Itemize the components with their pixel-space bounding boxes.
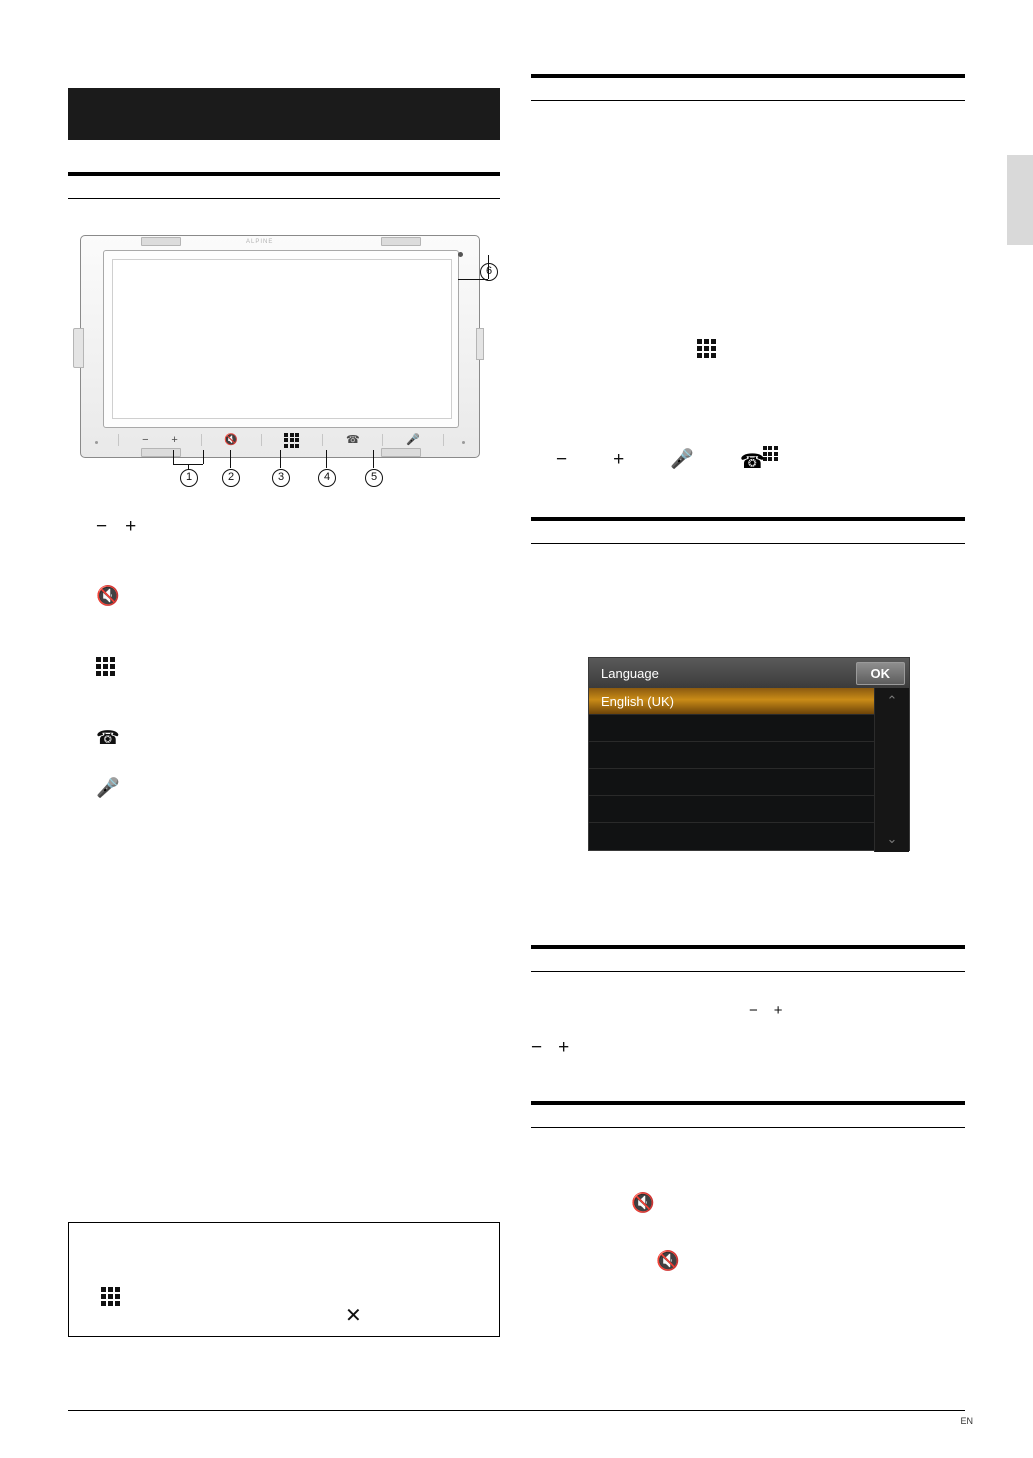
entry-apps-icons: [68, 655, 500, 677]
volume-down-icon: −: [96, 515, 108, 537]
left-column: [68, 88, 500, 799]
chapter-banner: [68, 88, 500, 140]
chevron-up-icon[interactable]: ⌃: [886, 693, 898, 708]
inline-mute-icon-b: [656, 1252, 680, 1271]
device-side-connector-right: [476, 328, 484, 360]
entry-volume-icons: [68, 515, 500, 537]
callout-leader: [203, 450, 204, 464]
language-dialog[interactable]: [588, 657, 910, 851]
volume-down-icon: −: [531, 1037, 543, 1058]
language-scrollbar[interactable]: [874, 688, 909, 852]
device-side-connector: [73, 328, 84, 368]
note-box: [68, 1222, 500, 1337]
entry-phone-icons: [68, 727, 500, 749]
phone-keypad-icon: ☎: [740, 446, 778, 472]
right-column: [531, 74, 965, 1272]
device-screw-dot: [95, 441, 98, 444]
mic-icon: 🎤: [670, 448, 694, 470]
volume-up-icon: +: [773, 1002, 783, 1019]
phone-icon: ☎: [96, 727, 120, 749]
footer-rule: [68, 1410, 965, 1411]
mic-icon: 🎤: [96, 777, 120, 799]
section-rule-thin: [531, 543, 965, 544]
device-bezel: [103, 250, 459, 428]
device-brand-label: ALPINE: [246, 239, 274, 245]
mute-icon: 🔇: [631, 1193, 655, 1214]
callout-4: 4: [318, 469, 336, 487]
entry-mic-icons: [68, 777, 500, 799]
device-screen: [112, 259, 452, 419]
inline-mute-icon-a: [631, 1194, 655, 1213]
callout-leader: [173, 450, 174, 464]
phone-icon[interactable]: ☎: [345, 433, 360, 446]
note-apps-grid-icon: [101, 1279, 120, 1306]
volume-up-icon: +: [558, 1037, 570, 1058]
callout-5: 5: [365, 469, 383, 487]
language-dialog-titlebar: [589, 658, 909, 688]
inline-icon-row: [556, 446, 778, 472]
inline-volume-icons-a: [749, 1003, 783, 1018]
page-side-tab: [1007, 155, 1033, 245]
mute-icon[interactable]: 🔇: [224, 433, 238, 446]
close-icon: ✕: [345, 1305, 362, 1327]
section-rule-thin: [531, 1127, 965, 1128]
callout-leader: [326, 450, 327, 468]
list-item[interactable]: [589, 715, 909, 742]
callout-leader: [373, 450, 374, 468]
section-4-header: [531, 1101, 965, 1128]
button-separator: [382, 434, 383, 446]
callout-1: 1: [180, 469, 198, 487]
button-separator: [261, 434, 262, 446]
list-item[interactable]: [589, 742, 909, 769]
inline-volume-icons-b: [531, 1038, 569, 1057]
button-separator: [201, 434, 202, 446]
callout-2: 2: [222, 469, 240, 487]
apps-grid-icon[interactable]: [284, 433, 299, 448]
volume-up-icon: +: [125, 515, 137, 537]
chevron-down-icon[interactable]: ⌄: [886, 831, 898, 846]
section-rule-thin: [531, 100, 965, 101]
callout-leader: [280, 450, 281, 468]
volume-up-button[interactable]: +: [171, 433, 178, 446]
apps-grid-icon: [96, 657, 115, 676]
volume-down-icon: −: [556, 448, 568, 470]
mute-icon: 🔇: [656, 1251, 680, 1272]
list-item[interactable]: [589, 796, 909, 823]
section-3-header: [531, 945, 965, 972]
volume-up-icon: +: [613, 448, 625, 470]
ok-button[interactable]: OK: [856, 662, 906, 685]
footer-page-label: EN: [960, 1416, 973, 1426]
mute-icon: 🔇: [96, 585, 120, 607]
callout-6: 6: [480, 263, 498, 281]
list-item[interactable]: English (UK): [589, 688, 909, 715]
inline-apps-grid-icon: [697, 339, 716, 358]
device-sensor-dot: [458, 252, 463, 257]
callout-3: 3: [272, 469, 290, 487]
section-rule-thin: [68, 198, 500, 199]
device-screw-dot: [462, 441, 465, 444]
button-separator: [443, 434, 444, 446]
volume-down-button[interactable]: −: [142, 433, 149, 446]
callout-leader: [230, 450, 231, 468]
entry-mute-icons: [68, 585, 500, 607]
button-separator: [322, 434, 323, 446]
list-item[interactable]: [589, 769, 909, 796]
device-illustration: [68, 235, 500, 485]
button-separator: [118, 434, 119, 446]
section-rule-thin: [531, 971, 965, 972]
device-button-row: [107, 429, 455, 451]
device-body: [80, 235, 480, 458]
section-2-header: [531, 517, 965, 544]
device-mount-tab: [141, 237, 181, 246]
language-list[interactable]: [589, 688, 909, 852]
language-dialog-title: Language: [601, 665, 659, 681]
volume-down-icon: −: [749, 1002, 758, 1019]
mic-icon[interactable]: 🎤: [406, 433, 420, 446]
device-mount-tab: [381, 237, 421, 246]
